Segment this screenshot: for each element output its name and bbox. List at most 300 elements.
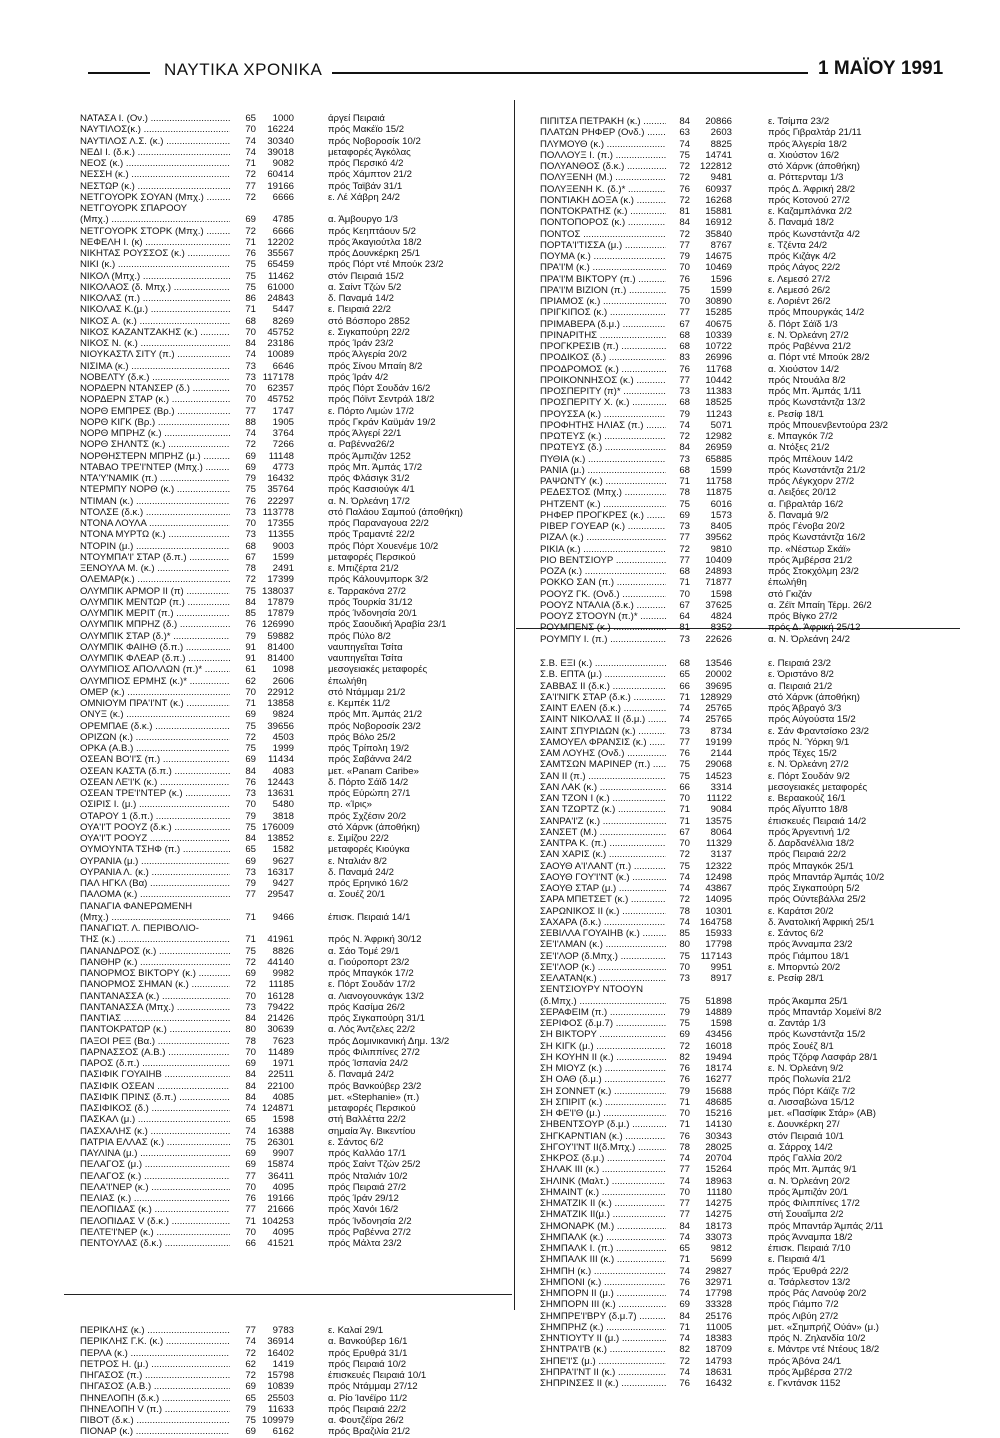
destination: στό Βόσπορο 2852 <box>328 315 410 327</box>
build-year: 82 <box>679 1051 690 1063</box>
vessel-row <box>80 788 512 799</box>
build-year: 72 <box>679 1355 690 1367</box>
destination: α. Ν. Όρλεάνη 20/2 <box>768 1175 850 1187</box>
build-year: 71 <box>245 698 256 709</box>
tonnage: 25503 <box>267 1392 294 1404</box>
vessel-row <box>540 861 960 872</box>
vessel-name: ΣΗΜΠΟΡΝ ΙΙ (μ.) ..... <box>540 1288 666 1299</box>
build-year: 72 <box>679 228 690 240</box>
tonnage: 17399 <box>267 574 294 586</box>
tonnage: 39656 <box>267 720 294 732</box>
build-year: 77 <box>679 374 690 386</box>
vessel-row <box>80 282 512 293</box>
build-year: 80 <box>245 1024 256 1036</box>
vessel-name: ΠΡΙΑΜΟΣ (κ.) ..... <box>540 296 666 307</box>
vessel-row <box>80 1171 512 1182</box>
build-year: 84 <box>245 1069 256 1081</box>
vessel-row <box>540 1108 960 1119</box>
vessel-row <box>80 754 512 765</box>
build-year: 75 <box>679 860 690 872</box>
vessel-name: ΠΑΝΑΝΔΡΟΣ (κ.) ..... <box>80 946 230 957</box>
vessel-row <box>540 1074 960 1085</box>
destination: πρός Λέγκχορν 27/2 <box>768 476 855 487</box>
build-year: 67 <box>679 599 690 611</box>
vessel-row <box>540 973 960 984</box>
tonnage: 15933 <box>705 928 732 939</box>
vessel-name: ΠΕΛΙΑΣ (κ.) ..... <box>80 1193 230 1204</box>
tonnage: 26996 <box>705 352 732 364</box>
tonnage: 11768 <box>706 363 732 375</box>
vessel-name: ΣΗΝΤΙΟΥΤΥ ΙΙ (μ.) ..... <box>540 1333 666 1344</box>
build-year: 74 <box>245 135 256 147</box>
destination: δ. Δαρδανέλλια 18/2 <box>768 838 855 849</box>
vessel-row <box>540 420 960 431</box>
vessel-name: ΞΕΝΟΥΛΑ Μ. (κ.) ..... <box>80 563 230 574</box>
tonnage: 24843 <box>267 293 294 304</box>
vessel-row <box>540 465 960 476</box>
vessel-row <box>80 563 512 574</box>
build-year: 75 <box>245 1136 256 1148</box>
destination: πρός Αΐγυπτο 18/8 <box>768 804 848 816</box>
vessel-row <box>540 589 960 600</box>
tonnage: 3137 <box>710 849 732 861</box>
destination: σημαία Άγ. Βικεντίου <box>328 1125 416 1137</box>
vessel-row <box>540 1176 960 1187</box>
vessel-row <box>80 1404 512 1415</box>
destination: πρός Μπαντάρ Άμπάς 2/11 <box>768 1220 884 1232</box>
destination: πρός Πόρτ ντέ Μπούκ 23/2 <box>328 259 444 271</box>
vessel-name: ΝΕΤΓΟΥΟΡΚ ΣΤΟΡΚ (Μπχ.) ..... <box>80 226 230 237</box>
destination: μεσογειακές μεταφορές <box>768 781 868 793</box>
destination: α. Φουτζέϊρα 26/2 <box>328 1415 404 1426</box>
vessel-name: ΝΤΟΡΙΝ (μ.) ..... <box>80 541 230 552</box>
build-year: 70 <box>679 838 690 849</box>
vessel-name: ΣΕ'Ι'ΛΜΑΝ (κ.) ..... <box>540 939 666 950</box>
build-year: 71 <box>679 1321 690 1333</box>
build-year: 79 <box>679 408 690 420</box>
destination: πρός Χάμπτον 21/2 <box>328 169 412 181</box>
vessel-row <box>540 555 960 566</box>
vessel-name: ΟΣΙΡΙΣ Ι. (μ.) ..... <box>80 799 230 810</box>
vessel-name: ΣΑΙΝΤ ΕΛΕΝ (δ.κ.) ..... <box>540 703 666 714</box>
vessel-row <box>540 622 960 633</box>
tonnage: 10839 <box>267 1381 294 1393</box>
vessel-name: ΡΟΥΜΠΕΝΣ (κ.) ..... <box>540 622 666 633</box>
build-year: 72 <box>245 1347 256 1359</box>
build-year: 74 <box>679 883 690 894</box>
destination: πρός Ίνδονησία 20/1 <box>328 608 417 619</box>
vessel-name: ΝΙΚΟΛ (Μπχ.) ..... <box>80 271 230 282</box>
vessel-row <box>540 917 960 928</box>
tonnage: 48685 <box>705 1096 732 1108</box>
build-year: 69 <box>245 855 256 867</box>
vessel-row <box>80 957 512 968</box>
tonnage: 5071 <box>710 419 732 431</box>
vessel-name: ΣΗΛΙΝΚ (Μαλτ.) ..... <box>540 1176 666 1187</box>
destination: πρός Φλάσιγκ 31/2 <box>328 473 410 484</box>
destination: πρός Λάγος 22/2 <box>768 262 841 274</box>
build-year: 65 <box>679 669 690 681</box>
vessel-row <box>80 844 512 855</box>
vessel-row <box>540 883 960 894</box>
vessel-row <box>80 1204 512 1215</box>
vessel-name: ΟΜΝΙΟΥΜ ΠΡΑ'Ι'ΝΤ (κ.) ..... <box>80 698 230 709</box>
build-year: 83 <box>679 352 690 364</box>
vessel-row <box>80 912 512 923</box>
destination: ε. Τσίμπα 23/2 <box>768 116 830 127</box>
build-year: 75 <box>245 585 256 597</box>
vessel-row <box>80 1381 512 1392</box>
tonnage: 36914 <box>267 1336 294 1348</box>
destination: πρός Κασσιούγκ 4/1 <box>328 484 415 496</box>
destination: πρός Πόϊντ Σεντράλ 18/2 <box>328 394 435 406</box>
vessel-row <box>540 759 960 770</box>
build-year: 71 <box>679 815 690 827</box>
vessel-name: ΠΡΑ'Ι'Μ (κ.) ..... <box>540 262 666 273</box>
build-year: 69 <box>245 1058 256 1069</box>
destination: πρός Κωνστάντζα 13/2 <box>768 397 866 409</box>
build-year: 69 <box>679 509 690 521</box>
tonnage: 35764 <box>267 484 294 496</box>
build-year: 73 <box>245 1001 256 1013</box>
vessel-row <box>80 901 512 912</box>
left-column-top <box>80 113 512 1249</box>
build-year: 79 <box>679 1006 690 1018</box>
page-title: ΝΑΥΤΙΚΑ ΧΡΟΝΙΚΑ <box>164 60 323 79</box>
destination: ε. Σάντος 6/2 <box>328 1136 384 1148</box>
build-year: 77 <box>245 1170 256 1182</box>
tonnage: 16388 <box>267 1125 294 1137</box>
vessel-row <box>540 1322 960 1333</box>
tonnage: 8064 <box>710 826 732 838</box>
tonnage: 33328 <box>705 1299 732 1311</box>
vessel-row <box>80 1058 512 1069</box>
build-year: 74 <box>245 428 256 439</box>
vessel-row <box>80 653 512 664</box>
destination: ε. Λοριέντ 26/2 <box>768 296 831 307</box>
build-year: 77 <box>245 889 256 901</box>
tonnage: 19199 <box>705 736 732 748</box>
vessel-name: ΣΕΝΤΣΙΟΥΡΥ ΝΤΟΟΥΝ <box>540 984 644 996</box>
vessel-row <box>540 1288 960 1299</box>
build-year: 69 <box>245 450 256 462</box>
build-year: 74 <box>245 1103 256 1114</box>
vessel-name: ΠΑΝΑΓΙΩΤ. Λ. ΠΕΡΙΒΟΛΙΟ- <box>80 923 199 934</box>
tonnage: 41521 <box>267 1238 294 1249</box>
vessel-row <box>80 1069 512 1080</box>
vessel-name: ΤΗΣ (κ.) ..... <box>80 934 230 945</box>
build-year: 72 <box>245 574 256 586</box>
vessel-row <box>80 889 512 900</box>
tonnage: 11462 <box>268 270 294 282</box>
vessel-row <box>540 1041 960 1052</box>
vessel-name: ΣΗΜΠΑΛΚ Ι. (π.) ..... <box>540 1243 666 1254</box>
build-year: 77 <box>679 554 690 566</box>
build-year: 71 <box>679 577 690 589</box>
destination: πρός Άργεντινή 1/2 <box>768 826 850 838</box>
tonnage: 11185 <box>268 979 294 991</box>
build-year: 76 <box>245 248 256 259</box>
vessel-name: ΣΗΝΤΡΑ'Ι'Β (κ.) ..... <box>540 1344 666 1355</box>
vessel-name: ΣΗΛΑΚ ΙΙΙ (κ.) ..... <box>540 1164 666 1175</box>
tonnage: 14130 <box>705 1119 732 1131</box>
destination: πρός Δ. Άφρική 25/12 <box>768 622 861 634</box>
build-year: 75 <box>245 259 256 271</box>
destination: πρός Τραμαντέ 22/2 <box>328 529 415 541</box>
destination: πρός Γαλλία 20/2 <box>768 1153 843 1164</box>
tonnage: 2144 <box>710 748 732 759</box>
destination: πρός Γιάμπου 18/1 <box>768 950 850 962</box>
build-year: 74 <box>679 1265 690 1277</box>
destination: ναυπηγεΐται Τσίτα <box>328 653 403 664</box>
destination: πρός Πύλο 8/2 <box>328 630 391 642</box>
destination: α. Πόρτ ντέ Μπούκ 28/2 <box>768 352 870 364</box>
destination: πρός Ταϊβάν 31/1 <box>328 180 403 192</box>
vessel-name: ΠΑΣΚΑΛ (μ.) ..... <box>80 1114 230 1125</box>
tonnage: 1599 <box>710 284 732 296</box>
vessel-name: ΠΡΑ'Ι'Μ ΒΙΚΤΟΡΥ (π.) ..... <box>540 274 666 285</box>
tonnage: 1599 <box>272 551 294 563</box>
tonnage: 18709 <box>705 1344 732 1356</box>
build-year: 70 <box>245 1226 256 1238</box>
tonnage: 9481 <box>710 172 732 184</box>
vessel-name: ΠΟΥΜΑ (κ.) ..... <box>540 251 666 262</box>
tonnage: 13631 <box>267 788 294 799</box>
vessel-name: ΠΡΟΦΗΤΗΣ ΗΛΙΑΣ (π.) ..... <box>540 420 666 431</box>
tonnage: 6666 <box>272 225 294 237</box>
vessel-row <box>80 1216 512 1227</box>
build-year: 72 <box>679 543 690 555</box>
vessel-name: ΣΗ ΜΙΟΥΖ (κ.) ..... <box>540 1063 666 1074</box>
tonnage: 1747 <box>272 405 294 417</box>
destination: πρός Βραζιλία 21/2 <box>328 1426 411 1438</box>
vessel-row <box>540 726 960 737</box>
vessel-row <box>540 566 960 577</box>
tonnage: 16432 <box>705 1378 732 1389</box>
vessel-row <box>540 996 960 1007</box>
tonnage: 11329 <box>706 838 732 849</box>
vessel-name: ΠΟΛΥΞΕΝΗ Κ. (δ.)* ..... <box>540 184 666 195</box>
vessel-name: ΠΟΝΤΟΠΟΡΟΣ (κ.) ..... <box>540 217 666 228</box>
destination: δ. Παναμά 14/2 <box>328 293 394 304</box>
tonnage: 39018 <box>267 146 294 158</box>
tonnage: 13575 <box>705 815 732 827</box>
vessel-name: ΠΑΛΟΜΑ (κ.) ..... <box>80 889 230 900</box>
vessel-name: ΠΑΝΤΑΝΑΣΣΑ (Μπχ.) ..... <box>80 1002 230 1013</box>
tonnage: 11122 <box>706 793 732 804</box>
vessel-row <box>540 409 960 420</box>
vessel-name: ΠΕΛΑΓΟΣ (μ.) ..... <box>80 1159 230 1170</box>
vessel-name: ΣΑΝΣΕΤ (Μ.) ..... <box>540 827 666 838</box>
vessel-name: ΝΤΟΛΣΕ (δ.κ.) ..... <box>80 507 230 518</box>
build-year: 74 <box>679 1175 690 1187</box>
build-year: 72 <box>245 191 256 203</box>
vessel-name: ΟΛΥΜΠΙΚ ΜΕΡΙΤ (π.) ..... <box>80 608 230 619</box>
destination: πρός Άμπιζάν 20/1 <box>768 1186 849 1198</box>
vessel-name: ΝΙΚΟΣ Α. (κ.) ..... <box>80 316 230 327</box>
build-year: 73 <box>679 633 690 645</box>
build-year: 70 <box>245 686 256 698</box>
vessel-row <box>540 330 960 341</box>
tonnage: 10442 <box>705 374 732 386</box>
vessel-row <box>80 1159 512 1170</box>
vessel-row <box>540 240 960 251</box>
tonnage: 1419 <box>272 1358 294 1370</box>
build-year: 69 <box>245 1381 256 1393</box>
tonnage: 124871 <box>261 1103 294 1114</box>
build-year: 69 <box>245 754 256 766</box>
vessel-row <box>540 454 960 465</box>
vessel-row <box>80 518 512 529</box>
destination: α. Γιβραλτάρ 16/2 <box>768 498 844 510</box>
build-year: 75 <box>245 821 256 833</box>
build-year: 74 <box>245 349 256 361</box>
vessel-name: ΝΟΡΘ ΚΙΓΚ (Βρ.) ..... <box>80 417 230 428</box>
vessel-row <box>80 968 512 979</box>
vessel-name: ΣΗ ΣΠΙΡΙΤ (κ.) ..... <box>540 1097 666 1108</box>
destination: πρός Τουρκία 31/12 <box>328 596 413 608</box>
build-year: 74 <box>679 138 690 150</box>
destination: α. Ντόξες 21/2 <box>768 442 830 454</box>
destination: ε. Κεμπέκ 11/2 <box>328 698 391 709</box>
vessel-row <box>540 285 960 296</box>
vessel-name: ΠΑΣΧΑΛΗΣ (κ.) ..... <box>80 1126 230 1137</box>
build-year: 77 <box>679 239 690 251</box>
destination: πρός Ραβέννα 21/2 <box>768 341 851 352</box>
vessel-name: ΠΡΟΔΙΚΟΣ (δ.) ..... <box>540 352 666 363</box>
tonnage: 8826 <box>272 945 294 957</box>
build-year: 78 <box>245 1035 256 1047</box>
build-year: 75 <box>245 270 256 282</box>
destination: πρός Μπουενβεντούρα 23/2 <box>768 419 889 431</box>
destination: α. Λειξόες 20/12 <box>768 487 837 499</box>
destination: πρός Βόλο 25/2 <box>328 731 396 743</box>
vessel-row <box>80 1415 512 1426</box>
build-year: 70 <box>245 990 256 1002</box>
vessel-name: ΠΡΩΤΕΥΣ (δ.) ..... <box>540 442 666 453</box>
tonnage: 20002 <box>705 669 732 681</box>
vessel-name: ΝΤΙΜΑΝ (κ.) ..... <box>80 496 230 507</box>
build-year: 77 <box>245 405 256 417</box>
build-year: 85 <box>245 608 256 619</box>
destination: α. Ζέϊτ Μπαίη Τέρμ. 26/2 <box>768 599 872 611</box>
vessel-name: ΝΟΡΔΕΡΝ ΣΤΑΡ (κ.) ..... <box>80 394 230 405</box>
vessel-name: ΣΗ ΟΑΘ (δ.μ.) ..... <box>540 1074 666 1085</box>
destination: άργεί Πειραιά <box>328 113 385 124</box>
vessel-row <box>540 1097 960 1108</box>
build-year: 70 <box>245 1046 256 1058</box>
tonnage: 1000 <box>272 113 294 124</box>
vessel-name: ΠΕΡΙΚΛΗΣ (κ.) ..... <box>80 1325 230 1336</box>
tonnage: 36411 <box>268 1170 294 1182</box>
vessel-row <box>80 597 512 608</box>
vessel-name: ΟΣΕΑΝ ΚΑΣΤΑ (δ.π.) ..... <box>80 766 230 777</box>
vessel-name: ΟΡΚΑ (Α.Β.) ..... <box>80 743 230 754</box>
destination: πρός Φιλιππίνες 27/2 <box>328 1046 420 1058</box>
vessel-name: ΠΑΣΙΦΙΚΟΣ (δ.) ..... <box>80 1103 230 1114</box>
tonnage: 15264 <box>705 1164 732 1176</box>
vessel-name: ΣΑΙΝΤ ΣΠΥΡΙΔΩΝ (κ.) ..... <box>540 726 666 737</box>
vessel-row <box>540 692 960 703</box>
destination: πρός Σιγκαπούρη 5/2 <box>768 883 860 894</box>
destination: πρός Άλγερί 22/1 <box>328 428 402 439</box>
vessel-row <box>80 709 512 720</box>
tonnage: 6162 <box>272 1426 294 1438</box>
tonnage: 22626 <box>705 633 732 645</box>
destination: α. Ραβέννα26/2 <box>328 439 395 451</box>
vessel-row <box>80 226 512 237</box>
vessel-name: ΟΣΕΑΝ ΒΟ'Ι'Σ (π.) ..... <box>80 754 230 765</box>
vessel-row <box>540 804 960 815</box>
destination: α. Γιούροπορτ 23/2 <box>328 956 410 968</box>
vessel-row <box>80 417 512 428</box>
tonnage: 30343 <box>705 1130 732 1142</box>
header-rule-right <box>332 72 808 74</box>
vessel-row <box>540 1052 960 1063</box>
vessel-name: ΠΟΝΤΟΚΡΑΤΗΣ (κ.) ..... <box>540 206 666 217</box>
destination: πρός Σιγκαπούρη 31/1 <box>328 1013 425 1024</box>
vessel-row <box>540 262 960 273</box>
destination: α. Πειραιά 21/2 <box>768 680 833 692</box>
vessel-row <box>540 1254 960 1265</box>
vessel-row <box>80 181 512 192</box>
vessel-name: ΣΗΚΡΟΣ (δ.μ.) ..... <box>540 1153 666 1164</box>
vessel-row <box>80 496 512 507</box>
vessel-row <box>80 1359 512 1370</box>
vessel-name: ΣΑ'Ι'ΝΙΓΚ ΣΤΑΡ (δ.κ.) ..... <box>540 692 666 703</box>
vessel-name: ΝΕΣΣΗ (κ.) ..... <box>80 169 230 180</box>
tonnage: 15216 <box>705 1108 732 1119</box>
vessel-name: ΝΤΟΝΑ ΜΥΡΤΩ (κ.) ..... <box>80 529 230 540</box>
vessel-name: ΟΛΥΜΠΙΟΣ ΕΡΜΗΣ (κ.)* ..... <box>80 676 230 687</box>
destination: πρός Ντάμμαμ 27/12 <box>328 1381 418 1393</box>
build-year: 72 <box>679 431 690 442</box>
destination: πρός Τζόρφ Λασφάρ 28/1 <box>768 1051 878 1063</box>
build-year: 85 <box>679 928 690 939</box>
build-year: 67 <box>679 318 690 330</box>
tonnage: 164758 <box>699 916 732 928</box>
build-year: 66 <box>679 680 690 692</box>
tonnage: 2491 <box>272 563 294 574</box>
vessel-name: ΡΙΖΑΛ (κ.) ..... <box>540 532 666 543</box>
destination: ε. Ν. Όρλεάνη 9/2 <box>768 1063 844 1074</box>
vessel-name: ΣΗ ΦΕ'Ι'Θ (μ.) ..... <box>540 1108 666 1119</box>
vessel-row <box>540 1086 960 1097</box>
vessel-name: ΠΑΣΙΦΙΚ ΟΣΕΑΝ ..... <box>80 1081 230 1092</box>
build-year: 67 <box>245 551 256 563</box>
build-year: 78 <box>679 487 690 499</box>
build-year: 79 <box>679 251 690 262</box>
vessel-name: ΠΑΣΙΦΙΚ ΓΟΥΑΙΗΒ ..... <box>80 1069 230 1080</box>
vessel-row <box>80 923 512 934</box>
destination: πρός Μακέϊο 15/2 <box>328 124 405 136</box>
vessel-name: ΝΟΡΘΗΣΤΕΡΝ ΜΠΡΗΖ (μ.) ..... <box>80 451 230 462</box>
destination: πρός Άμπιζάν 1252 <box>328 450 411 462</box>
destination: πρός Σαίντ Τζών 25/2 <box>328 1159 421 1171</box>
destination: πρός Σαουδική Άραβία 23/1 <box>328 619 447 631</box>
destination: έπισκευές Πειραιά 14/2 <box>768 815 867 827</box>
vessel-name: ΣΑΟΥΘ Α'Ι'ΛΑΝΤ (π.) ..... <box>540 861 666 872</box>
tonnage: 11355 <box>268 529 294 541</box>
destination: α. Ρίο Ίανέϊρο 11/2 <box>328 1392 408 1404</box>
vessel-name: ΠΗΝΕΛΟΠΗ (δ.κ.) ..... <box>80 1393 230 1404</box>
vessel-name: ΠΗΝΕΛΟΠΗ V (π.) ..... <box>80 1404 230 1415</box>
vessel-name: ΝΙΚΟΛΑΣ (π.) ..... <box>80 293 230 304</box>
vessel-name: ΠΕΛΟΠΙΔΑΣ V (δ.κ.) ..... <box>80 1216 230 1227</box>
tonnage: 9982 <box>272 968 294 979</box>
destination: πρός Σουέζ 8/1 <box>768 1040 834 1052</box>
vessel-row <box>80 1193 512 1204</box>
